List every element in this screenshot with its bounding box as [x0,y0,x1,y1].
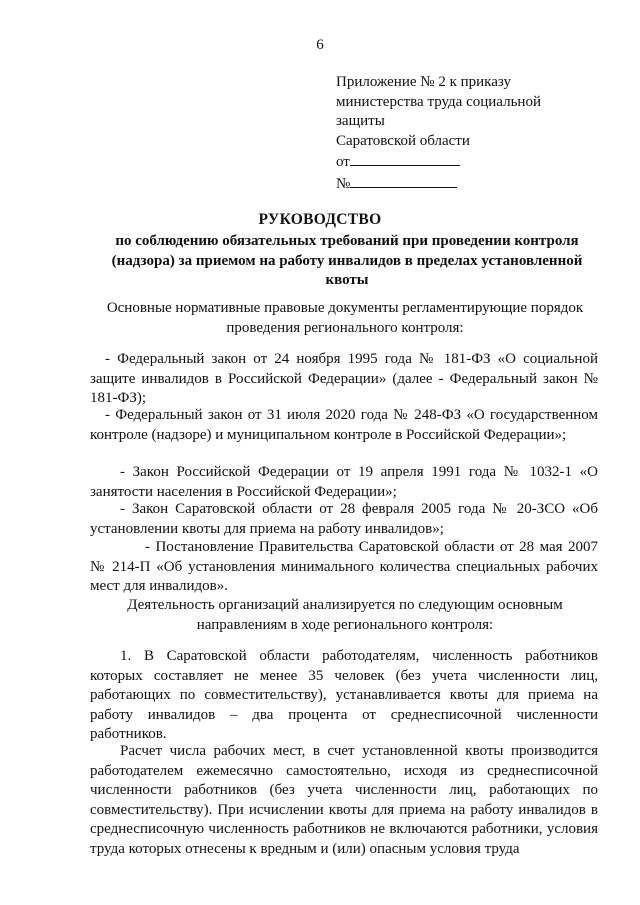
document-subtitle: по соблюдению обязательных требований при проведении контроля (надзора) за приемом на работу инвалидов в пределах установленной квоты [111,233,583,288]
doc-item: - Закон Саратовской области от 28 февраля 2005 года № 20-ЗСО «Об установлении квоты для приема на работу инвалидов»; [90,501,598,537]
date-label: от [336,154,350,170]
doc-item: - Федеральный закон от 24 ноября 1995 года № 181-ФЗ «О социальной защите инвалидов в Российской Федерации» (далее - Федеральный закон № 181-ФЗ); [90,351,598,406]
appendix-date-line [336,151,586,173]
paragraph: 1. В Саратовской области работодателям, численность работников которых составляет не менее 35 человек (без учета численности лиц, работающих по совместительству), устанавливается квоты для приема на работу инвалидов – два процента от среднесписочной численности работников. [90,648,598,742]
appendix-line: защиты [336,113,385,129]
appendix-line: Приложение № 2 к приказу [336,74,511,90]
doc-item: - Закон Российской Федерации от 19 апреля 1991 года № 1032-1 «О занятости населения в Российской Федерации»; [90,464,598,500]
paragraph: Расчет числа рабочих мест, в счет установленной квоты производится работодателем ежемесячно самостоятельно, исходя из среднесписочной численности работников (без учета численности лиц, работающих по совместительству). При исчислении квоты для приема на работу инвалидов в среднесписочную численность работников не включаются работники, условия труда которых отнесены к вредным и (или) опасным условия труда [90,743,598,857]
appendix-block [336,73,586,194]
page-number: 6 [316,37,324,53]
appendix-number-line [336,173,586,195]
document-title: РУКОВОДСТВО [258,211,382,228]
docs-heading: Основные нормативные правовые документы регламентирующие порядок проведения регионального контроля: [106,300,584,336]
activity-heading: Деятельность организаций анализируется по следующим основным направлениям в ходе регионального контроля: [127,597,563,633]
number-label: № [336,175,351,192]
doc-item: - Федеральный закон от 31 июля 2020 года № 248-ФЗ «О государственном контроле (надзоре) и муниципальном контроле в Российской Федерации»; [90,407,598,443]
doc-item: - Постановление Правительства Саратовской области от 28 мая 2007 № 214-П «Об установления минимального количества специальных рабочих мест для инвалидов». [90,539,598,594]
appendix-line: министерства труда социальной [336,93,541,110]
number-blank [350,173,457,188]
appendix-line: Саратовской области [336,132,470,149]
date-blank [350,151,460,166]
